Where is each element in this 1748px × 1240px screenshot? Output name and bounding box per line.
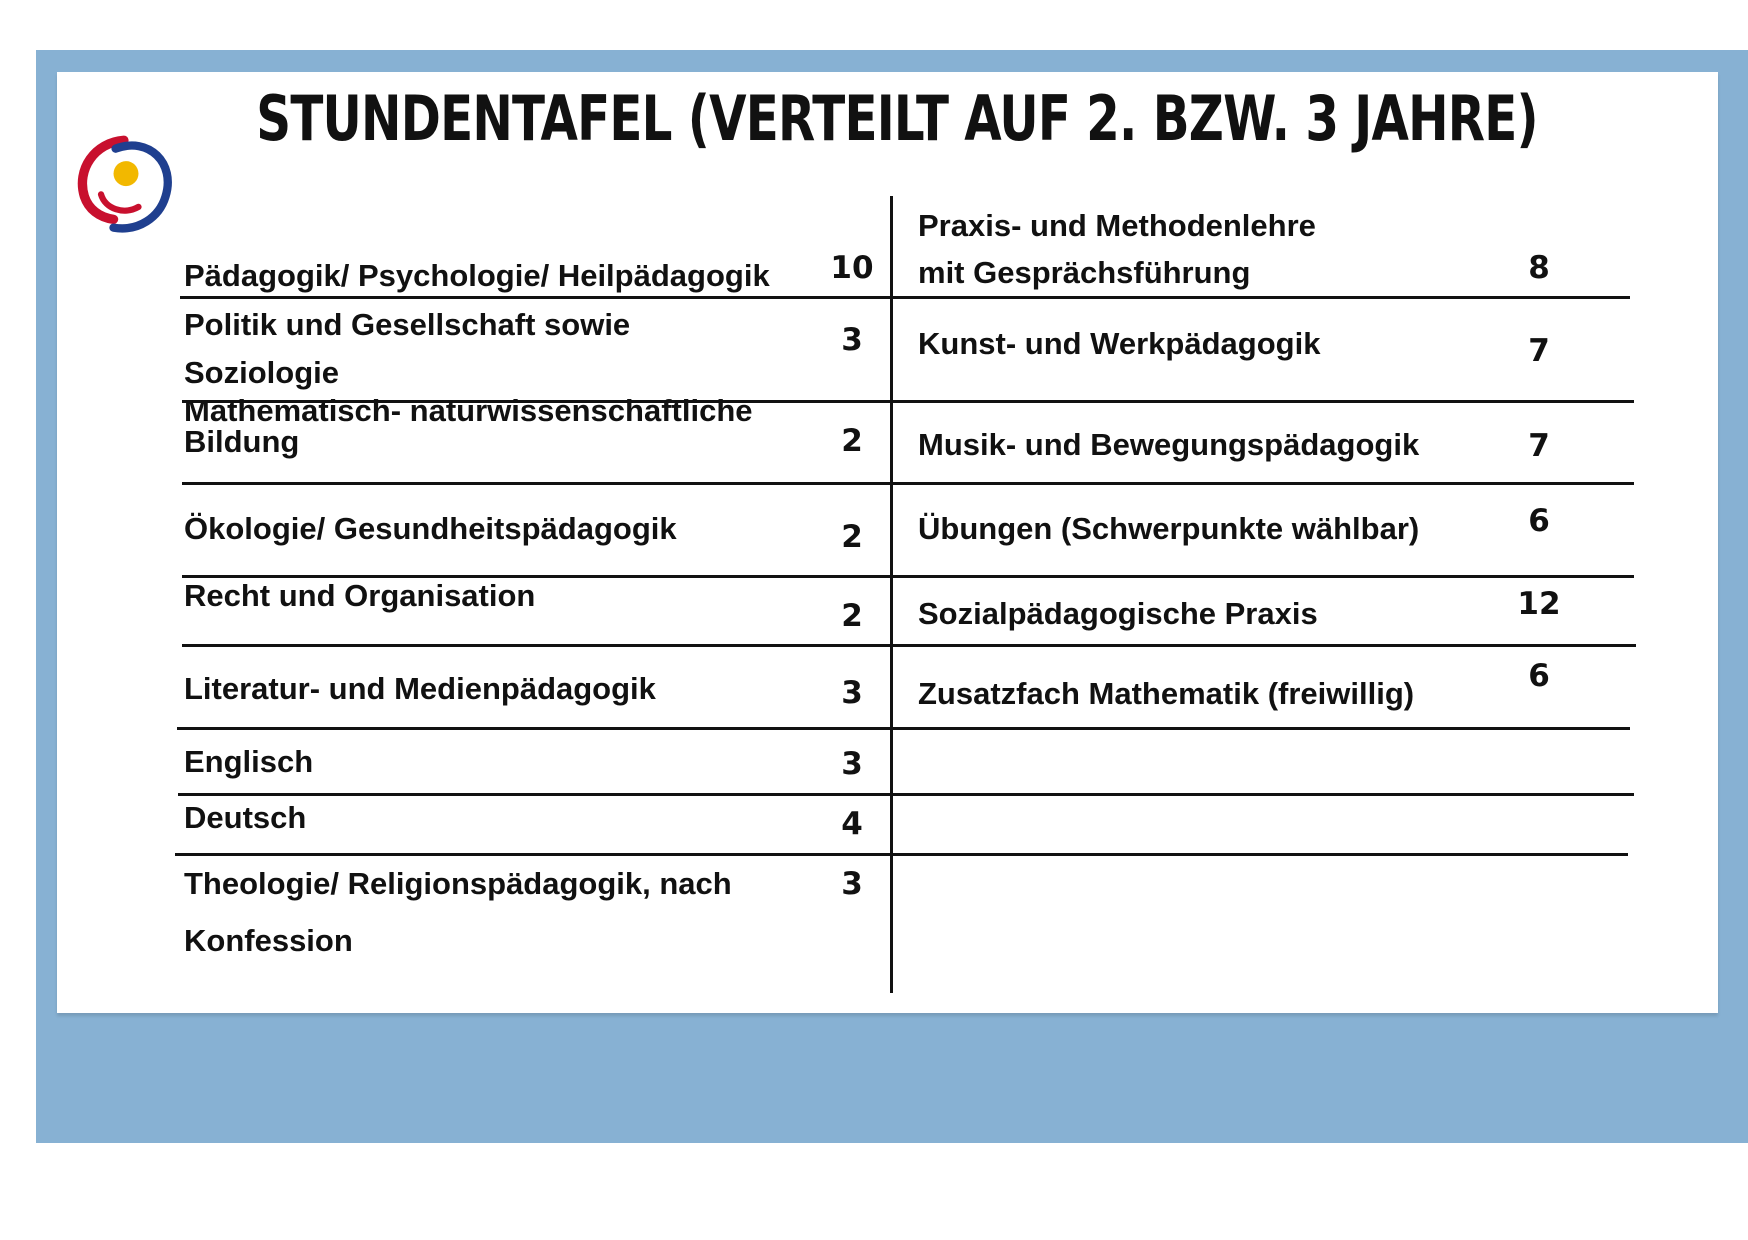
hours-value: 3	[841, 322, 863, 358]
hours-value: 3	[841, 746, 863, 782]
subject-label: Pädagogik/ Psychologie/ Heilpädagogik	[184, 258, 770, 293]
hours-value: 8	[1528, 250, 1550, 286]
hours-value: 10	[830, 250, 874, 286]
row-divider	[177, 727, 1630, 730]
row-divider	[178, 793, 1634, 796]
subject-label: Englisch	[184, 744, 314, 779]
subject-label: Recht und Organisation	[184, 578, 536, 613]
subject-label: Literatur- und Medienpädagogik	[184, 671, 656, 706]
hours-value: 3	[841, 866, 863, 902]
hours-value: 4	[841, 806, 863, 842]
hours-value: 6	[1528, 503, 1550, 539]
hours-value: 12	[1517, 586, 1561, 622]
subject-label: Politik und Gesellschaft sowie Soziologie	[184, 307, 631, 391]
subject-label: Kunst- und Werkpädagogik	[918, 326, 1321, 361]
page-title: STUNDENTAFEL (VERTEILT AUF 2. BZW. 3 JAHRE)	[256, 82, 1538, 155]
row-divider	[182, 482, 1634, 485]
subject-label: Deutsch	[184, 800, 307, 835]
circular-swirl-logo-icon	[74, 132, 178, 236]
hours-value: 2	[841, 598, 863, 634]
column-divider	[890, 196, 893, 993]
subject-label: Mathematisch- naturwissenschaftliche Bildung	[184, 393, 753, 459]
hours-value: 2	[841, 519, 863, 555]
hours-value: 7	[1528, 428, 1550, 464]
subject-label: Musik- und Bewegungspädagogik	[918, 427, 1420, 462]
subject-label: Übungen (Schwerpunkte wählbar)	[918, 511, 1420, 546]
subject-label: Ökologie/ Gesundheitspädagogik	[184, 511, 677, 546]
hours-value: 2	[841, 423, 863, 459]
subject-label: Zusatzfach Mathematik (freiwillig)	[918, 676, 1415, 711]
hours-value: 3	[841, 675, 863, 711]
hours-value: 7	[1528, 333, 1550, 369]
hours-value: 6	[1528, 658, 1550, 694]
subject-label: Sozialpädagogische Praxis	[918, 596, 1318, 631]
row-divider	[182, 644, 1636, 647]
subject-label: Theologie/ Religionspädagogik, nach Konfession	[184, 866, 732, 959]
subject-label: Praxis- und Methodenlehre mit Gesprächsführung	[918, 208, 1316, 290]
